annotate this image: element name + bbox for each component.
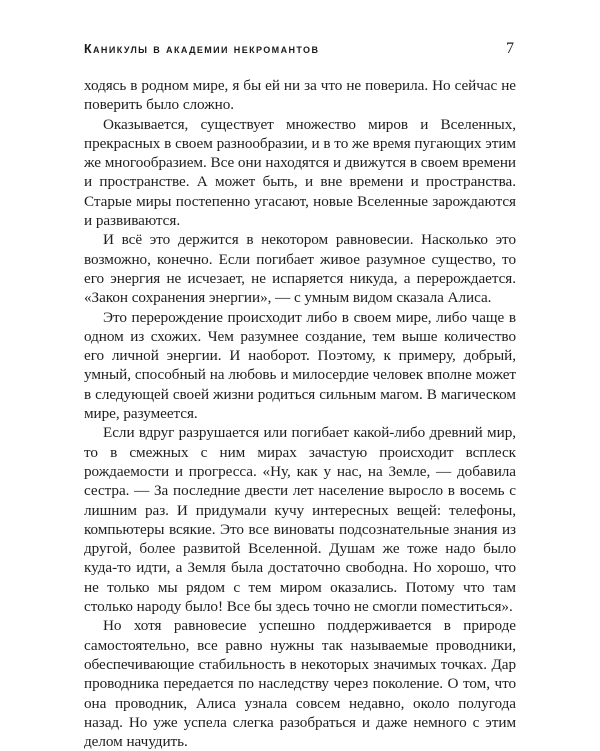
body-text (84, 76, 516, 751)
paragraph: Если вдруг разрушается или погибает какой-либо древний мир, то в смежных с ним мирах зачастую происходит всплеск рождаемости и прогресса. «Ну, как у нас, на Земле, — добавила сестра. — За последние двести лет население выросло в восемь с лишним раз. И придумали кучу интересных вещей: телефоны, компьютеры всякие. Это все виноваты подсознательные знания из другой, более развитой Вселенной. Душам же тоже надо было куда-то идти, а Земля была достаточно свободна. Но хорошо, что не только мы рядом с тем миром оказались. Потому что там столько народу было! Все бы здесь точно не смогли поместиться». (84, 424, 516, 616)
running-title: Каникулы в академии некромантов (84, 42, 320, 56)
page-number: 7 (506, 40, 514, 57)
paragraph: ходясь в родном мире, я бы ей ни за что не поверила. Но сейчас не поверить было сложно. (84, 77, 516, 114)
book-page (84, 40, 516, 751)
paragraph: Оказывается, существует множество миров и Вселенных, прекрасных в своем разнообразии, и в то же время пугающих этим же многообразием. Все они находятся и движутся в своем времени и пространстве. А может быть, и вне времени и пространства. Старые миры постепенно угасают, новые Вселенные зарождаются и развиваются. (84, 115, 516, 230)
paragraph: И всё это держится в некотором равновесии. Насколько это возможно, конечно. Если погибает живое разумное существо, то его энергия не исчезает, не испаряется никуда, а перерождается. «Закон сохранения энергии», — с умным видом сказала Алиса. (84, 231, 516, 307)
paragraph: Но хотя равновесие успешно поддерживается в природе самостоятельно, все равно нужны так называемые проводники, обеспечивающие стабильность в некоторых значимых точках. Дар проводника передается по наследству через поколение. О том, что она проводник, Алиса узнала совсем недавно, около полугода назад. Но уже успела слегка разобраться и даже немного с этим делом начудить. (84, 617, 516, 751)
paragraph: Это перерождение происходит либо в своем мире, либо чаще в одном из схожих. Чем разумнее создание, тем выше количество его личной энергии. И наоборот. Поэтому, к примеру, добрый, умный, способный на любовь и милосердие человек вполне может в следующей своей жизни родиться сильным магом. В магическом мире, разумеется. (84, 308, 516, 423)
running-header (84, 40, 516, 62)
